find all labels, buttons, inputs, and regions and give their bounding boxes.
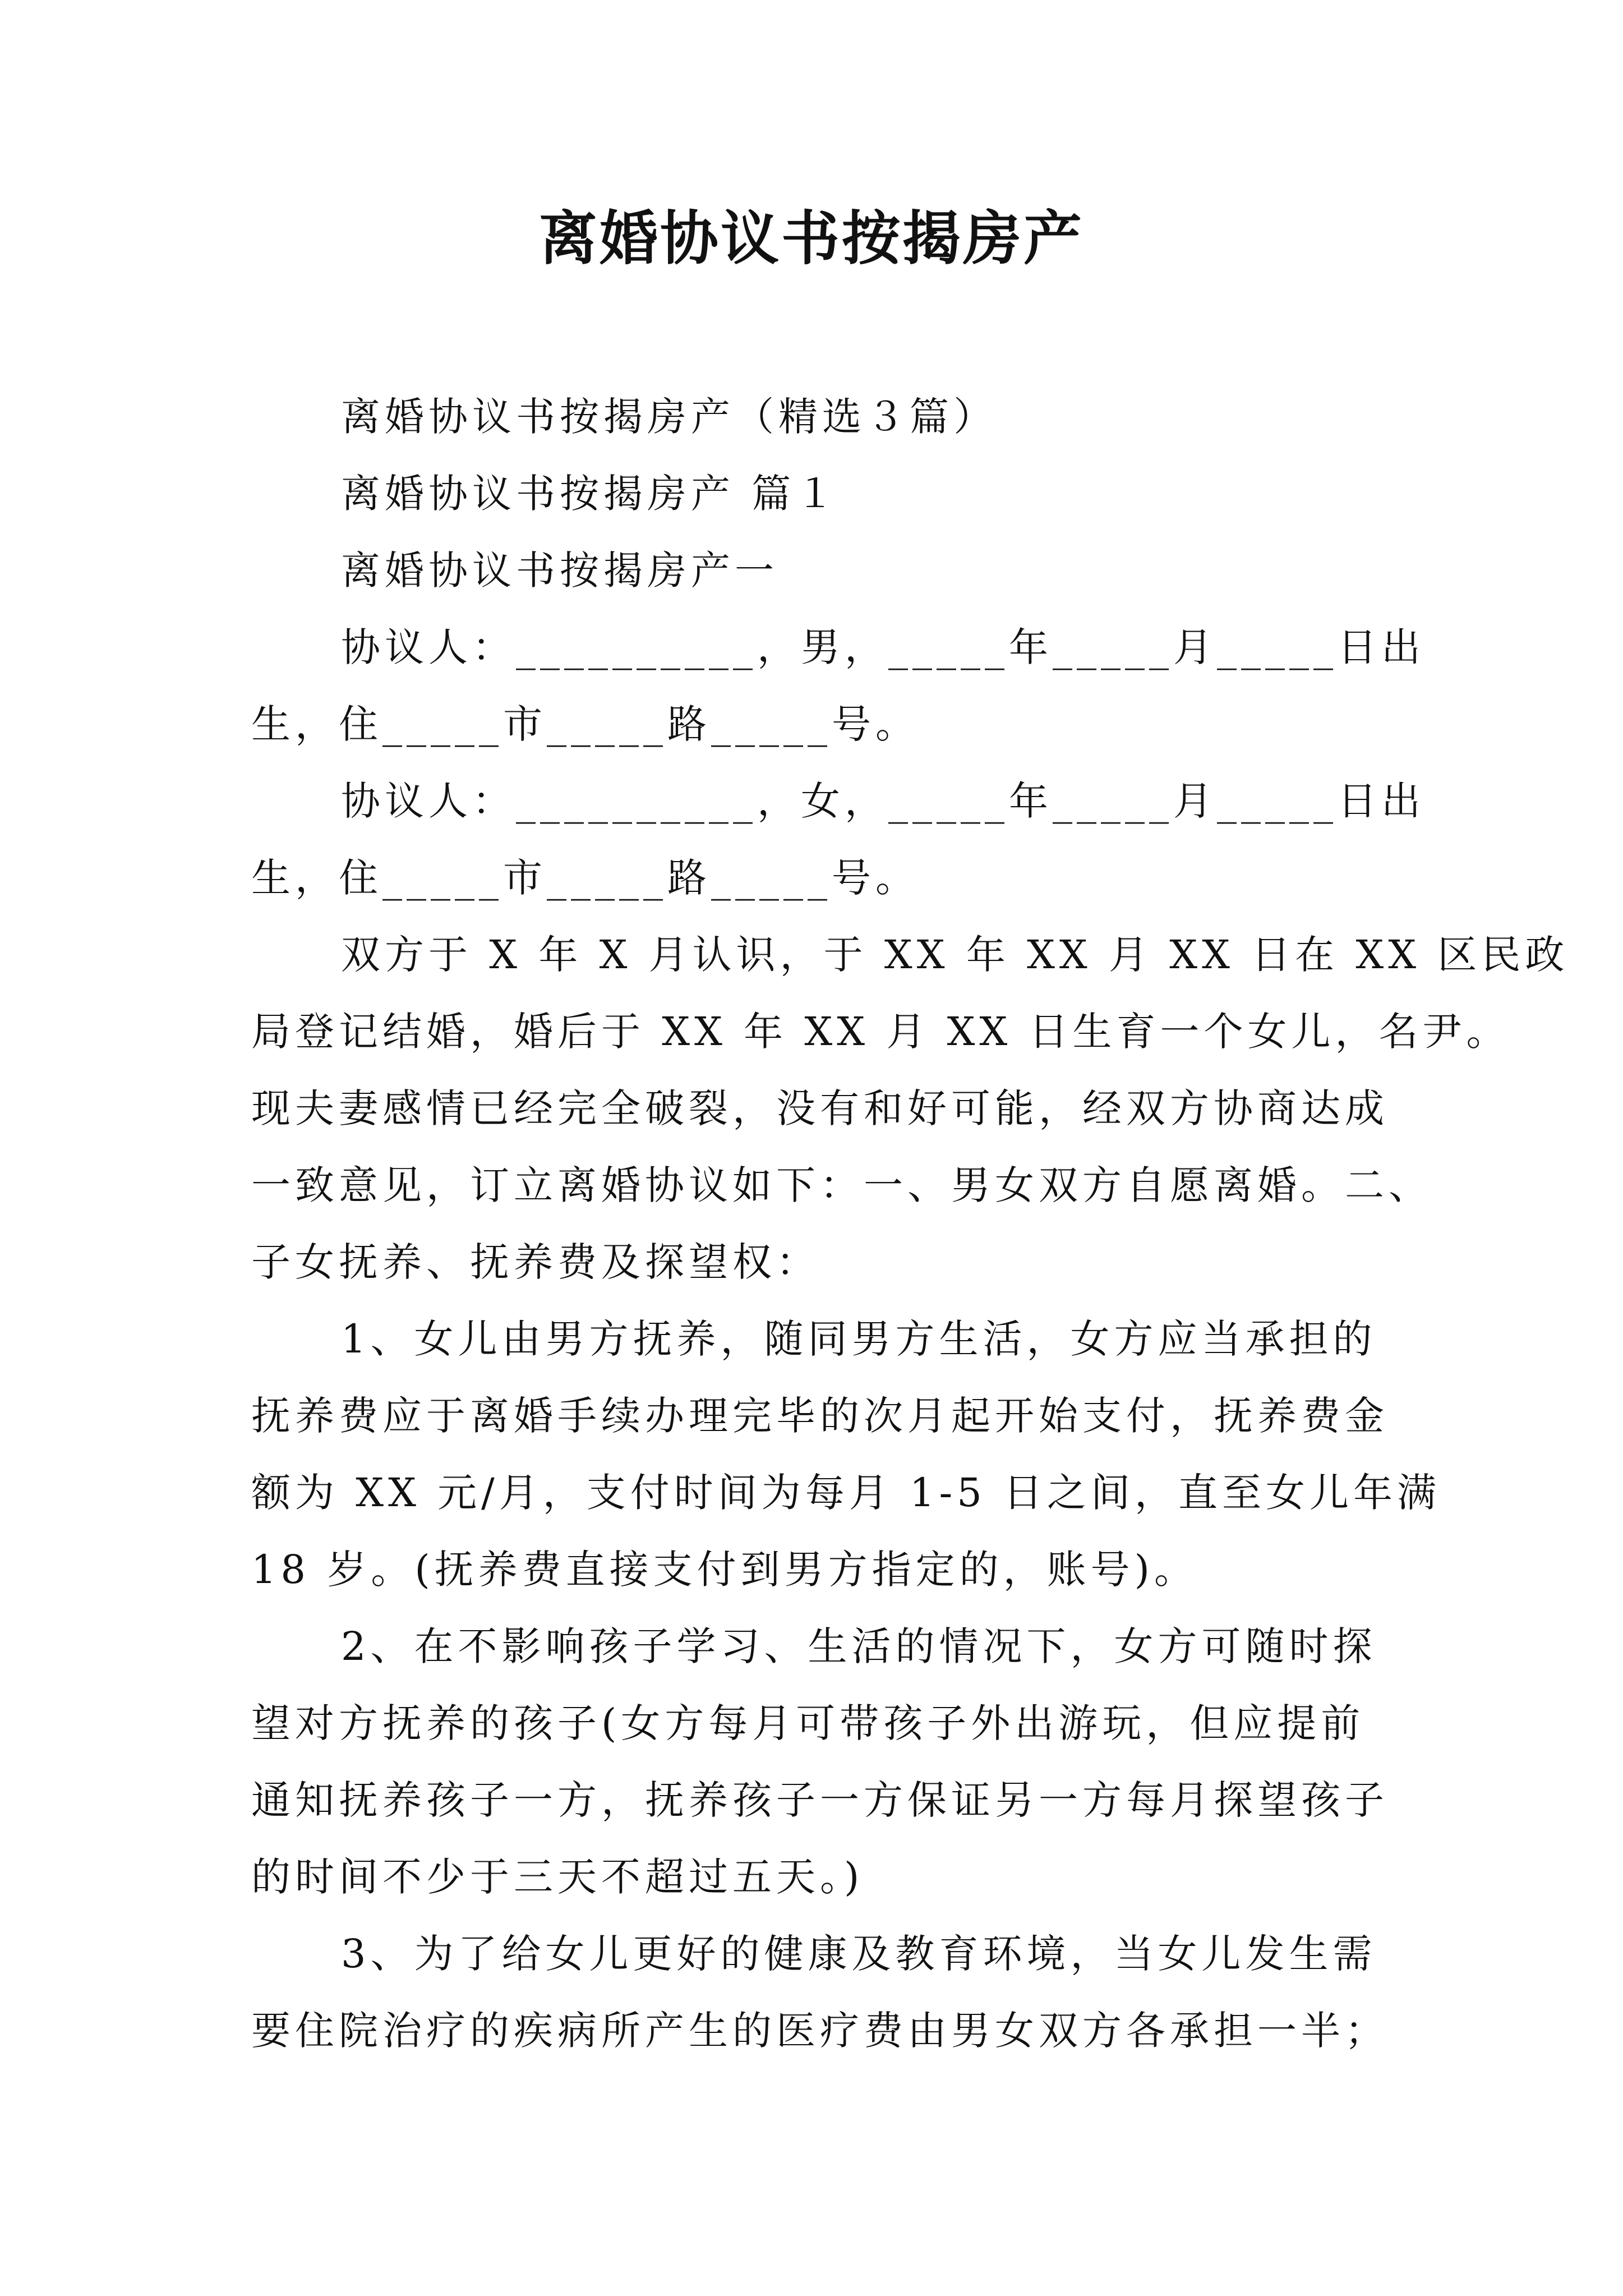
- text-line: 生，住_____市_____路_____号。: [251, 855, 919, 901]
- text-line: 的时间不少于三天不超过五天。): [251, 1854, 864, 1900]
- text-line: 离婚协议书按揭房产 篇１: [341, 471, 840, 517]
- text-line: 子女抚养、抚养费及探望权：: [251, 1239, 820, 1285]
- text-line: 通知抚养孩子一方，抚养孩子一方保证另一方每月探望孩子: [251, 1777, 1389, 1823]
- text-line: 一致意见，订立离婚协议如下：一、男女双方自愿离婚。二、: [251, 1162, 1432, 1208]
- text-line: 3、为了给女儿更好的健康及教育环境，当女儿发生需: [341, 1931, 1377, 1977]
- text-line: 离婚协议书按揭房产一: [341, 547, 778, 593]
- text-line: 2、在不影响孩子学习、生活的情况下，女方可随时探: [341, 1623, 1377, 1669]
- text-line: 局登记结婚，婚后于 XX 年 XX 月 XX 日生育一个女儿，名尹。: [251, 1009, 1510, 1055]
- text-line: 生，住_____市_____路_____号。: [251, 701, 919, 747]
- text-line: 要住院治疗的疾病所产生的医疗费由男女双方各承担一半；: [251, 2008, 1389, 2054]
- text-line: 18 岁。(抚养费直接支付到男方指定的，账号)。: [251, 1547, 1198, 1593]
- text-line: 协议人：__________，男，_____年_____月_____日出: [341, 624, 1425, 670]
- document-title: 离婚协议书按揭房产: [538, 204, 1084, 273]
- document-body: [251, 379, 1569, 2069]
- text-line: 抚养费应于离婚手续办理完毕的次月起开始支付，抚养费金: [251, 1393, 1389, 1439]
- text-line: 1、女儿由男方抚养，随同男方生活，女方应当承担的: [341, 1316, 1377, 1362]
- text-line: 协议人：__________，女，_____年_____月_____日出: [341, 778, 1425, 824]
- text-line: 现夫妻感情已经完全破裂，没有和好可能，经双方协商达成: [251, 1085, 1389, 1131]
- text-line: 望对方抚养的孩子(女方每月可带孩子外出游玩，但应提前: [251, 1700, 1365, 1746]
- text-line: 额为 XX 元/月，支付时间为每月 1-5 日之间，直至女儿年满: [251, 1470, 1441, 1516]
- text-line: 离婚协议书按揭房产（精选３篇）: [341, 394, 997, 440]
- text-line: 双方于 X 年 X 月认识，于 XX 年 XX 月 XX 日在 XX 区民政: [341, 932, 1569, 978]
